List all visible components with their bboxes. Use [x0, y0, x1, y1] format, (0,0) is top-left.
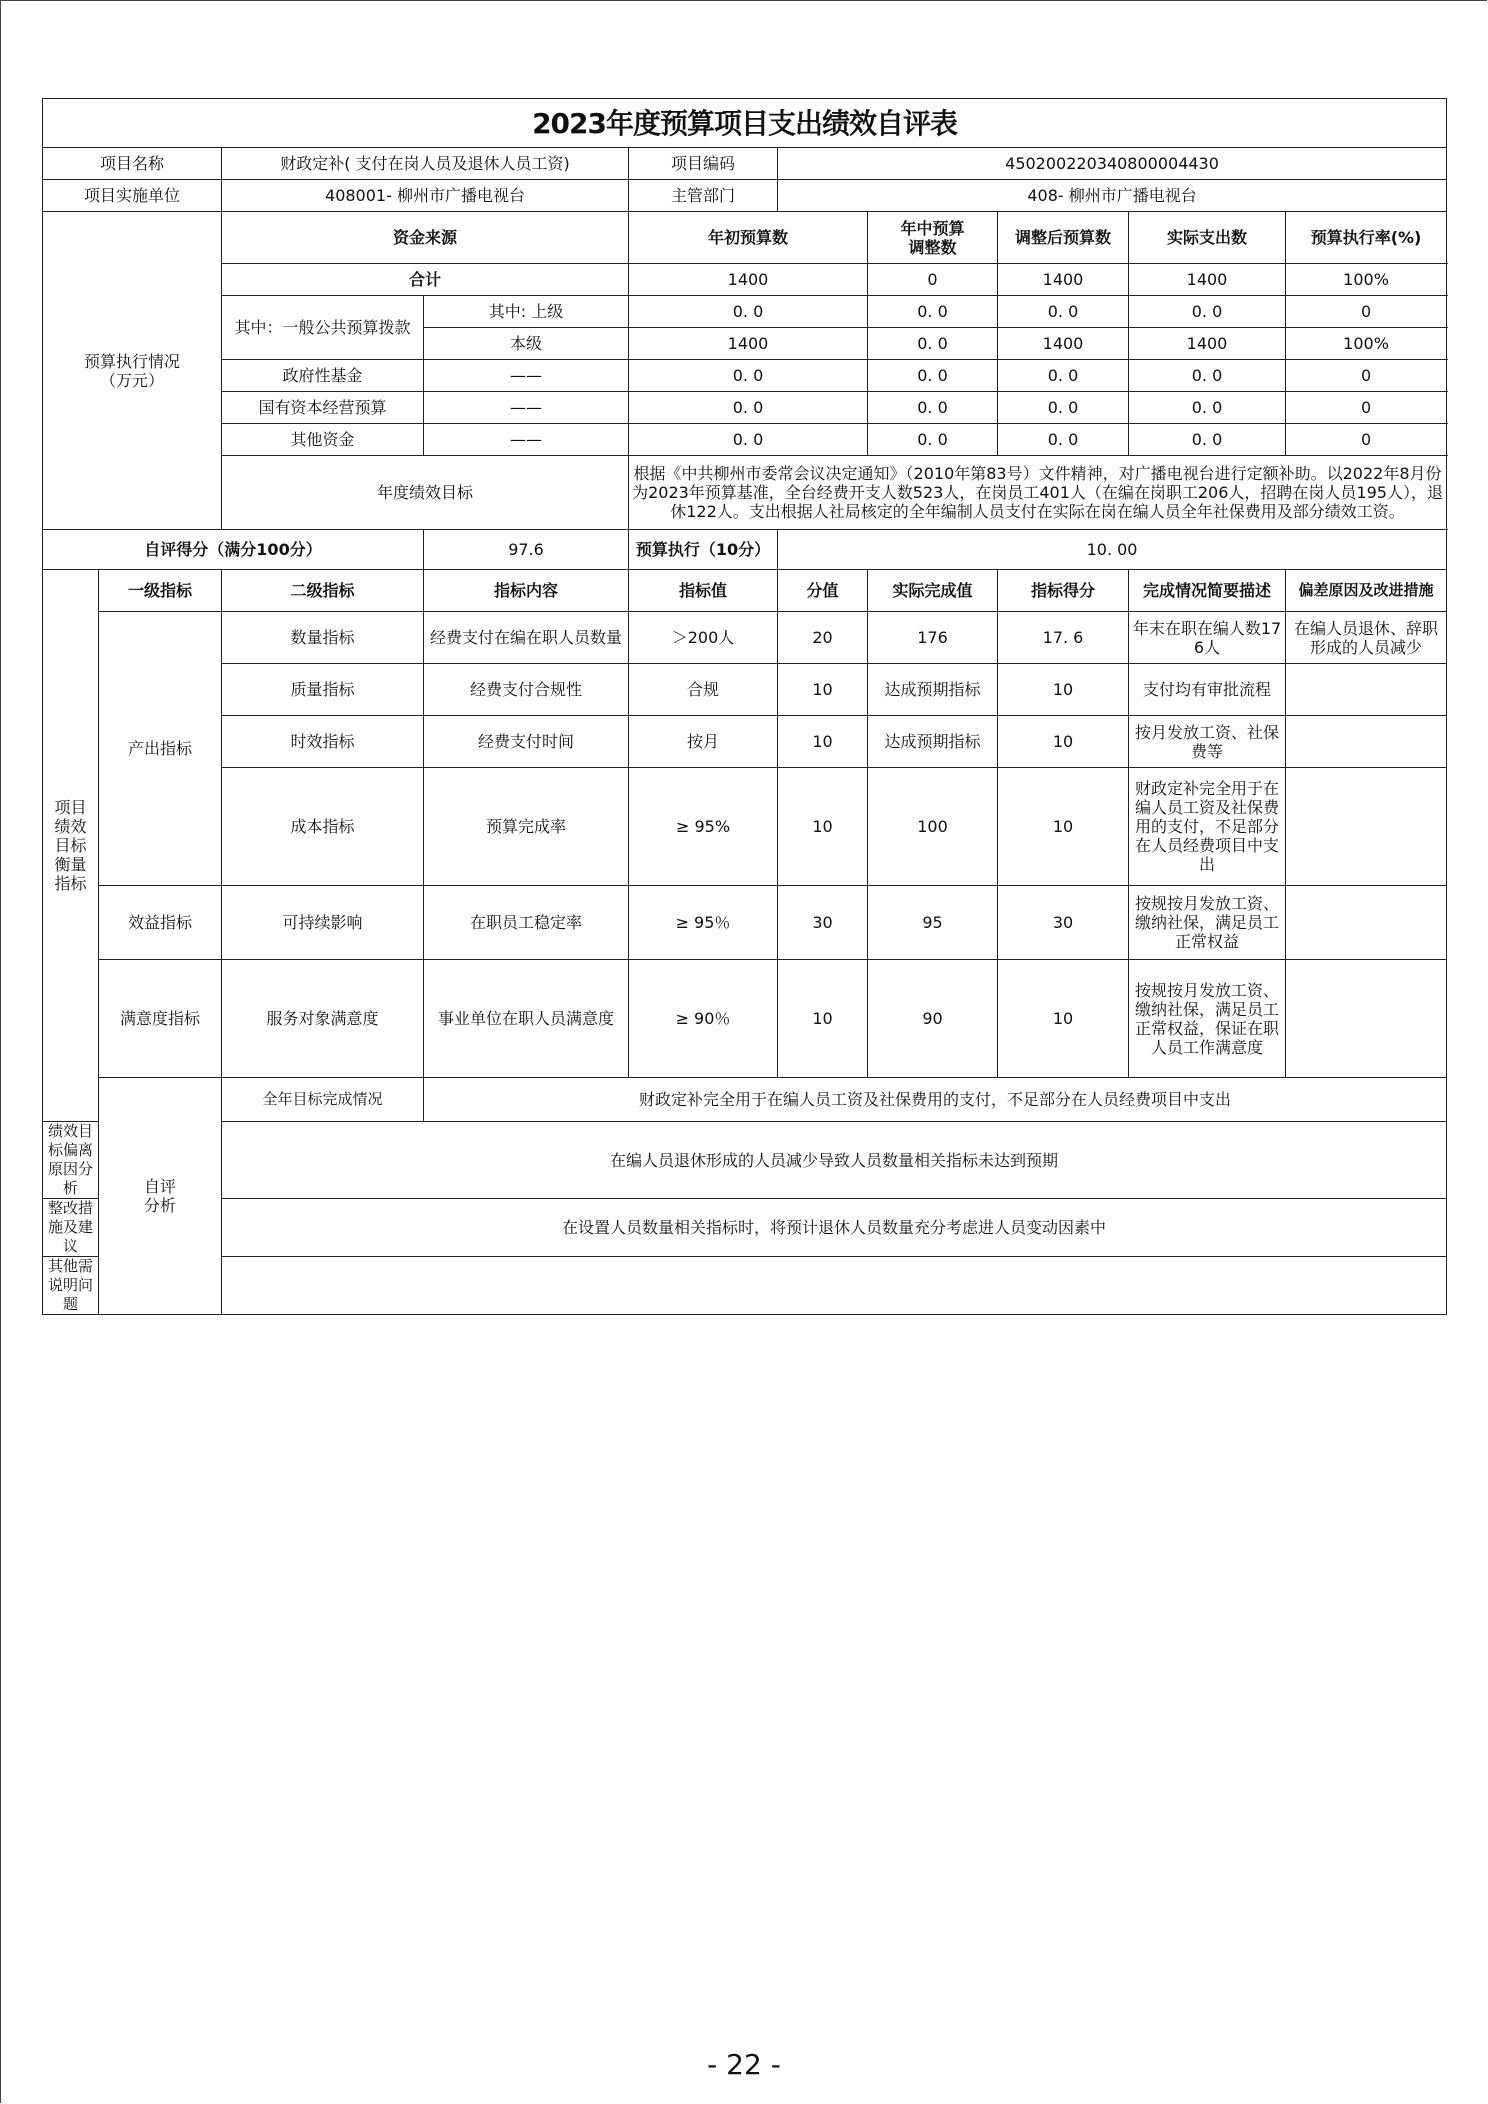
total-adjusted: 1400 [998, 264, 1129, 296]
table-row-target: 合规 [629, 664, 778, 716]
ind-header-target: 指标值 [629, 570, 778, 612]
budget-exec-value: 10. 00 [778, 530, 1447, 570]
local-rate: 100% [1286, 328, 1447, 360]
other-funds-adjusted: 0. 0 [998, 424, 1129, 456]
table-row-reason [1286, 768, 1447, 886]
project-unit-value: 408001- 柳州市广播电视台 [222, 180, 629, 212]
table-row-content: 预算完成率 [424, 768, 629, 886]
header-actual: 实际支出数 [1129, 212, 1286, 264]
table-row-score: 30 [778, 886, 868, 960]
benefit-indicator-label: 效益指标 [99, 886, 222, 960]
table-row-reason [1286, 664, 1447, 716]
table-row-level2: 成本指标 [222, 768, 424, 886]
other-funds-initial: 0. 0 [629, 424, 868, 456]
header-adjusted: 调整后预算数 [998, 212, 1129, 264]
ind-header-score: 分值 [778, 570, 868, 612]
table-row-score: 20 [778, 612, 868, 664]
table-row-level2: 数量指标 [222, 612, 424, 664]
table-row-actual: 176 [868, 612, 998, 664]
table-row-target: ≥ 90％ [629, 960, 778, 1078]
state-capital-actual: 0. 0 [1129, 392, 1286, 424]
table-row-got: 30 [998, 886, 1129, 960]
analysis-section-label: 自评 分析 [99, 1078, 222, 1315]
table-row-reason [1286, 716, 1447, 768]
table-row-actual: 95 [868, 886, 998, 960]
annual-goal-label: 年度绩效目标 [222, 456, 629, 530]
ind-header-reason: 偏差原因及改进措施 [1286, 570, 1447, 612]
table-row-content: 在职员工稳定率 [424, 886, 629, 960]
local-adjusted: 1400 [998, 328, 1129, 360]
budget-section-label: 预算执行情况 （万元） [43, 212, 222, 530]
upper-rate: 0 [1286, 296, 1447, 328]
header-midyear: 年中预算 调整数 [868, 212, 998, 264]
table-row-target: ＞200人 [629, 612, 778, 664]
other-funds-actual: 0. 0 [1129, 424, 1286, 456]
table-row-score: 10 [778, 768, 868, 886]
table-row-content: 经费支付在编在职人员数量 [424, 612, 629, 664]
table-row-actual: 100 [868, 768, 998, 886]
table-row-got: 10 [998, 768, 1129, 886]
header-initial: 年初预算数 [629, 212, 868, 264]
table-row-score: 10 [778, 716, 868, 768]
table-row-desc: 年末在职在编人数176人 [1129, 612, 1286, 664]
ind-header-actual: 实际完成值 [868, 570, 998, 612]
table-row-got: 10 [998, 960, 1129, 1078]
table-row-desc: 按月发放工资、社保费等 [1129, 716, 1286, 768]
project-unit-label: 项目实施单位 [43, 180, 222, 212]
table-row-reason [1286, 960, 1447, 1078]
total-midyear: 0 [868, 264, 998, 296]
total-initial: 1400 [629, 264, 868, 296]
project-code-value: 450200220340800004430 [778, 148, 1447, 180]
state-capital-adjusted: 0. 0 [998, 392, 1129, 424]
analysis-text [222, 1257, 1447, 1315]
ind-header-desc: 完成情况简要描述 [1129, 570, 1286, 612]
upper-midyear: 0. 0 [868, 296, 998, 328]
table-row-actual: 达成预期指标 [868, 664, 998, 716]
page-title: 2023年度预算项目支出绩效自评表 [43, 99, 1447, 148]
table-row-target: 按月 [629, 716, 778, 768]
indicator-section-label: 项目 绩效 目标 衡量 指标 [43, 570, 99, 1122]
self-score-value: 97.6 [424, 530, 629, 570]
satisfaction-indicator-label: 满意度指标 [99, 960, 222, 1078]
analysis-label: 其他需说明问题 [43, 1257, 99, 1315]
ind-header-got: 指标得分 [998, 570, 1129, 612]
table-row-score: 10 [778, 664, 868, 716]
analysis-text: 在编人员退休形成的人员减少导致人员数量相关指标未达到预期 [222, 1122, 1447, 1199]
table-row-desc: 财政定补完全用于在编人员工资及社保费用的支付，不足部分在人员经费项目中支出 [1129, 768, 1286, 886]
page-number: - 22 - [707, 2048, 781, 2081]
ind-header-level1: 一级指标 [99, 570, 222, 612]
other-funds-midyear: 0. 0 [868, 424, 998, 456]
project-name-label: 项目名称 [43, 148, 222, 180]
table-row-got: 10 [998, 664, 1129, 716]
local-initial: 1400 [629, 328, 868, 360]
table-row-level2: 服务对象满意度 [222, 960, 424, 1078]
table-row-actual: 达成预期指标 [868, 716, 998, 768]
other-funds-rate: 0 [1286, 424, 1447, 456]
table-row-content: 经费支付合规性 [424, 664, 629, 716]
table-row-desc: 按规按月发放工资、缴纳社保，满足员工正常权益 [1129, 886, 1286, 960]
analysis-label: 整改措施及建议 [43, 1199, 99, 1257]
other-funds-dash: —— [424, 424, 629, 456]
general-budget-label: 其中：一般公共预算拨款 [222, 296, 424, 360]
table-row-desc: 支付均有审批流程 [1129, 664, 1286, 716]
output-indicator-label: 产出指标 [99, 612, 222, 886]
analysis-text: 财政定补完全用于在编人员工资及社保费用的支付，不足部分在人员经费项目中支出 [424, 1078, 1447, 1122]
table-row-reason: 在编人员退休、辞职形成的人员减少 [1286, 612, 1447, 664]
local-label: 本级 [424, 328, 629, 360]
project-name-value: 财政定补( 支付在岗人员及退休人员工资) [222, 148, 629, 180]
gov-fund-label: 政府性基金 [222, 360, 424, 392]
state-capital-dash: —— [424, 392, 629, 424]
header-source: 资金来源 [222, 212, 629, 264]
project-dept-label: 主管部门 [629, 180, 778, 212]
table-row-content: 经费支付时间 [424, 716, 629, 768]
header-rate: 预算执行率(%) [1286, 212, 1447, 264]
state-capital-midyear: 0. 0 [868, 392, 998, 424]
self-score-label: 自评得分（满分100分） [43, 530, 424, 570]
gov-fund-dash: —— [424, 360, 629, 392]
total-label: 合计 [222, 264, 629, 296]
state-capital-rate: 0 [1286, 392, 1447, 424]
table-row-target: ≥ 95% [629, 768, 778, 886]
local-actual: 1400 [1129, 328, 1286, 360]
local-midyear: 0. 0 [868, 328, 998, 360]
upper-actual: 0. 0 [1129, 296, 1286, 328]
annual-goal-text: 根据《中共柳州市委常会议决定通知》（2010年第83号）文件精神，对广播电视台进行定额补助。以2022年8月份为2023年预算基准，全台经费开支人数523人，在岗员工401人（在编在岗职工206人，招聘在岗人员195人），退休122人。支出根据人社局核定的全年编制人员支付在实际在岗在编人员全年社保费用及部分绩效工资。 [629, 456, 1447, 530]
gov-fund-initial: 0. 0 [629, 360, 868, 392]
total-actual: 1400 [1129, 264, 1286, 296]
state-capital-initial: 0. 0 [629, 392, 868, 424]
ind-header-level2: 二级指标 [222, 570, 424, 612]
table-row-reason [1286, 886, 1447, 960]
analysis-label: 全年目标完成情况 [222, 1078, 424, 1122]
table-row-level2: 可持续影响 [222, 886, 424, 960]
table-row-score: 10 [778, 960, 868, 1078]
analysis-text: 在设置人员数量相关指标时，将预计退休人员数量充分考虑进人员变动因素中 [222, 1199, 1447, 1257]
budget-exec-label: 预算执行（10分） [629, 530, 778, 570]
upper-adjusted: 0. 0 [998, 296, 1129, 328]
ind-header-content: 指标内容 [424, 570, 629, 612]
performance-table [42, 98, 1447, 1315]
gov-fund-rate: 0 [1286, 360, 1447, 392]
table-row-level2: 时效指标 [222, 716, 424, 768]
table-row-desc: 按规按月发放工资、缴纳社保，满足员工正常权益，保证在职人员工作满意度 [1129, 960, 1286, 1078]
table-row-got: 17. 6 [998, 612, 1129, 664]
upper-label: 其中: 上级 [424, 296, 629, 328]
table-row-got: 10 [998, 716, 1129, 768]
analysis-label: 绩效目标偏离原因分析 [43, 1122, 99, 1199]
gov-fund-actual: 0. 0 [1129, 360, 1286, 392]
total-rate: 100% [1286, 264, 1447, 296]
project-code-label: 项目编码 [629, 148, 778, 180]
table-row-content: 事业单位在职人员满意度 [424, 960, 629, 1078]
other-funds-label: 其他资金 [222, 424, 424, 456]
project-dept-value: 408- 柳州市广播电视台 [778, 180, 1447, 212]
gov-fund-adjusted: 0. 0 [998, 360, 1129, 392]
table-row-target: ≥ 95％ [629, 886, 778, 960]
upper-initial: 0. 0 [629, 296, 868, 328]
state-capital-label: 国有资本经营预算 [222, 392, 424, 424]
table-row-actual: 90 [868, 960, 998, 1078]
gov-fund-midyear: 0. 0 [868, 360, 998, 392]
table-row-level2: 质量指标 [222, 664, 424, 716]
